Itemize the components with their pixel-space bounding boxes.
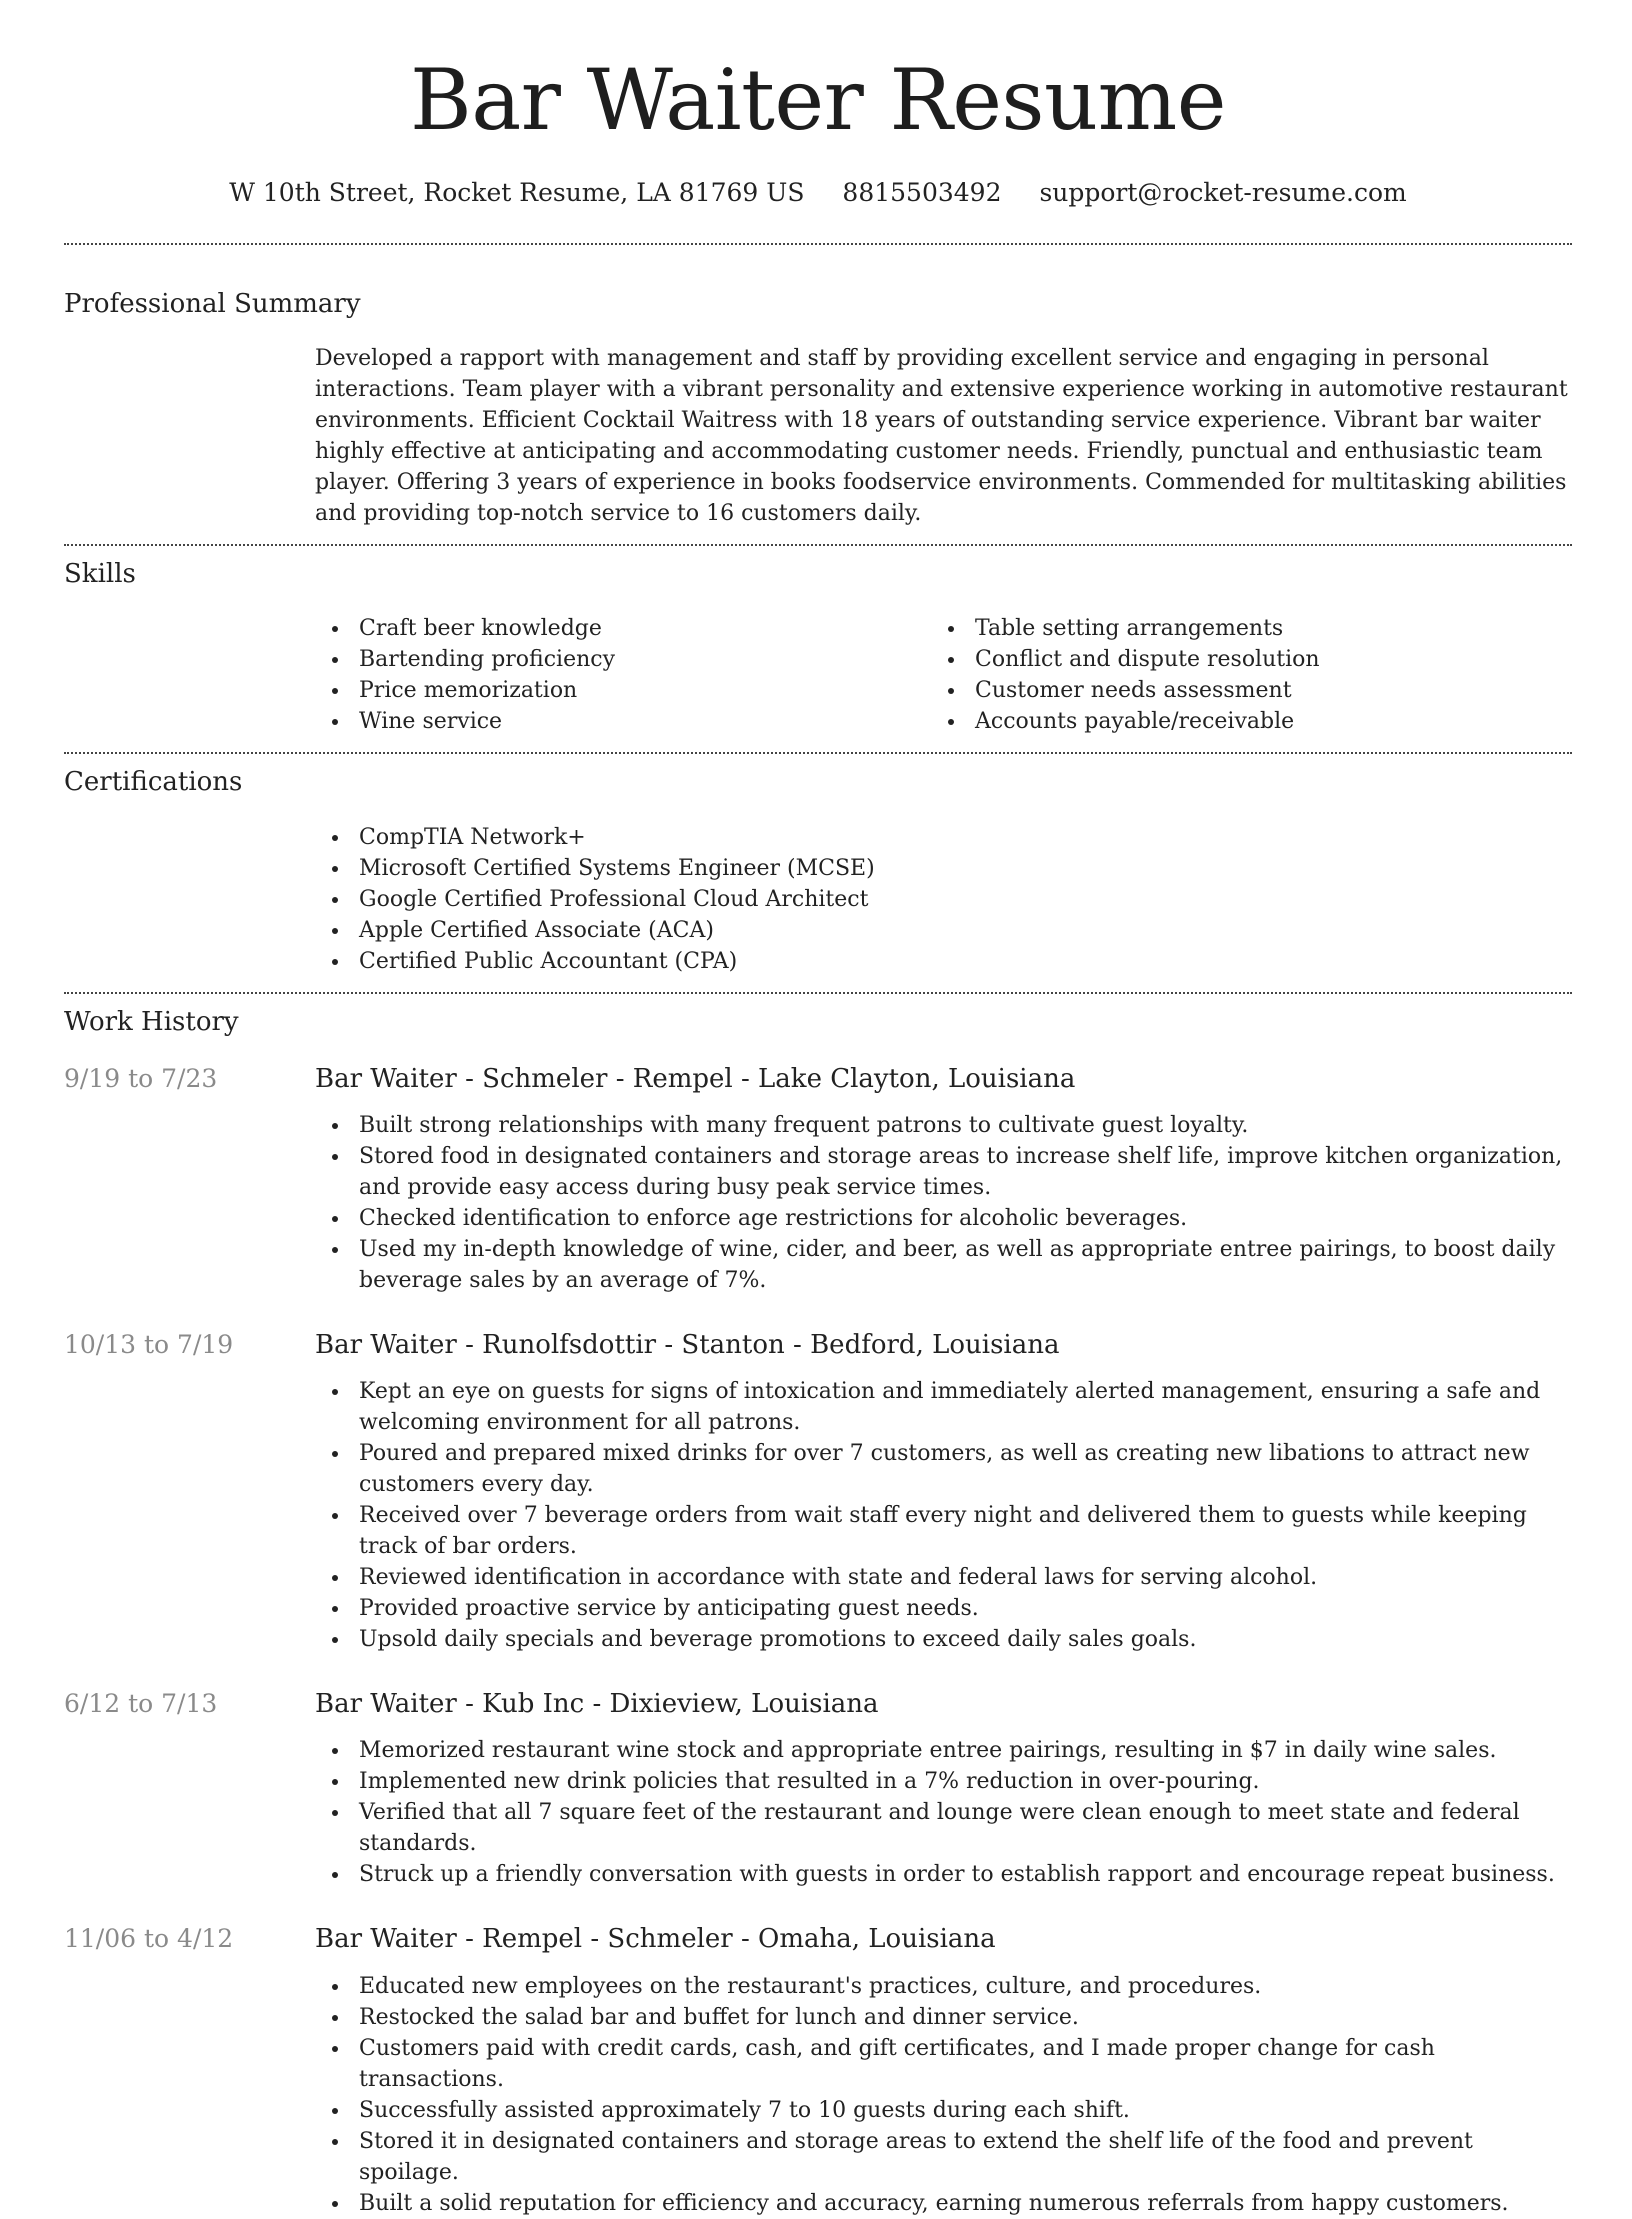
- contact-phone: 8815503492: [842, 178, 1002, 207]
- certification-item: Microsoft Certified Systems Engineer (MCSE): [315, 853, 1572, 884]
- skill-item: Craft beer knowledge: [315, 613, 931, 644]
- job-bullet: Checked identification to enforce age restrictions for alcoholic beverages.: [315, 1203, 1572, 1234]
- job-heading: Bar Waiter - Kub Inc - Dixieview, Louisiana: [315, 1689, 879, 1720]
- job-bullet: Stored food in designated containers and storage areas to increase shelf life, improve kitchen organization, and provide easy access during busy peak service times.: [315, 1141, 1572, 1203]
- job-entry: [64, 1689, 1572, 1890]
- job-details: [315, 1330, 1572, 1655]
- job-bullets: [315, 1376, 1572, 1655]
- job-bullet: Built a solid reputation for efficiency and accuracy, earning numerous referrals from happy customers.: [315, 2188, 1572, 2219]
- job-entry: [64, 1330, 1572, 1655]
- divider: [64, 752, 1572, 754]
- skills-grid: [315, 613, 1572, 737]
- job-heading: Bar Waiter - Schmeler - Rempel - Lake Clayton, Louisiana: [315, 1063, 1076, 1094]
- job-bullet: Customers paid with credit cards, cash, and gift certificates, and I made proper change for cash transactions.: [315, 2033, 1572, 2095]
- job-bullet: Poured and prepared mixed drinks for over 7 customers, as well as creating new libations to attract new customers every day.: [315, 1438, 1572, 1500]
- summary-text: Developed a rapport with management and staff by providing excellent service and engaging in personal interactions. Team player with a vibrant personality and extensive experience working in automotive restaurant environments. Efficient Cocktail Waitress with 18 years of outstanding service experience. Vibrant bar waiter highly effective at anticipating and accommodating customer needs. Friendly, punctual and enthusiastic team player. Offering 3 years of experience in books foodservice environments. Commended for multitasking abilities and providing top-notch service to 16 customers daily.: [315, 346, 1568, 527]
- certification-item: CompTIA Network+: [315, 822, 1572, 853]
- divider: [64, 544, 1572, 546]
- job-dates: 6/12 to 7/13: [64, 1689, 218, 1719]
- skill-item: Accounts payable/receivable: [931, 706, 1547, 737]
- job-entry: [64, 1064, 1572, 1296]
- job-bullet: Used my in-depth knowledge of wine, cider, and beer, as well as appropriate entree pairings, to boost daily beverage sales by an average of 7%.: [315, 1234, 1572, 1296]
- skill-item: Wine service: [315, 706, 931, 737]
- job-bullet: Reviewed identification in accordance with state and federal laws for serving alcohol.: [315, 1562, 1572, 1593]
- job-details: [315, 1689, 1572, 1890]
- job-details: [315, 1924, 1572, 2218]
- certification-item: Apple Certified Associate (ACA): [315, 915, 1572, 946]
- certifications-list: [315, 822, 1572, 977]
- contact-line: [64, 178, 1572, 207]
- contact-email: support@rocket-resume.com: [1039, 178, 1407, 207]
- section-title-summary: Professional Summary: [64, 289, 361, 319]
- resume-title: Bar Waiter Resume: [410, 51, 1226, 149]
- job-dates: 10/13 to 7/19: [64, 1329, 234, 1359]
- job-heading: Bar Waiter - Rempel - Schmeler - Omaha, Louisiana: [315, 1924, 996, 1955]
- skills-list-right: [931, 613, 1547, 737]
- job-bullet: Implemented new drink policies that resulted in a 7% reduction in over-pouring.: [315, 1766, 1572, 1797]
- job-bullet: Stored it in designated containers and storage areas to extend the shelf life of the food and prevent spoilage.: [315, 2126, 1572, 2188]
- job-dates: 9/19 to 7/23: [64, 1063, 218, 1093]
- job-bullet: Verified that all 7 square feet of the restaurant and lounge were clean enough to meet state and federal standards.: [315, 1797, 1572, 1859]
- job-bullet: Restocked the salad bar and buffet for lunch and dinner service.: [315, 2002, 1572, 2033]
- skill-item: Customer needs assessment: [931, 675, 1547, 706]
- job-bullet: Successfully assisted approximately 7 to 10 guests during each shift.: [315, 2095, 1572, 2126]
- job-entry: [64, 1924, 1572, 2218]
- contact-address: W 10th Street, Rocket Resume, LA 81769 US: [229, 178, 805, 207]
- job-dates: 11/06 to 4/12: [64, 1924, 234, 1954]
- skill-item: Table setting arrangements: [931, 613, 1547, 644]
- job-bullet: Memorized restaurant wine stock and appropriate entree pairings, resulting in $7 in daily wine sales.: [315, 1735, 1572, 1766]
- divider: [64, 243, 1572, 245]
- skills-list-left: [315, 613, 931, 737]
- skill-item: Conflict and dispute resolution: [931, 644, 1547, 675]
- job-bullet: Built strong relationships with many frequent patrons to cultivate guest loyalty.: [315, 1110, 1572, 1141]
- skill-item: Price memorization: [315, 675, 931, 706]
- job-bullet: Educated new employees on the restaurant's practices, culture, and procedures.: [315, 1971, 1572, 2002]
- job-bullet: Upsold daily specials and beverage promotions to exceed daily sales goals.: [315, 1624, 1572, 1655]
- job-bullet: Provided proactive service by anticipating guest needs.: [315, 1593, 1572, 1624]
- job-bullets: [315, 1971, 1572, 2219]
- job-bullet: Struck up a friendly conversation with guests in order to establish rapport and encourage repeat business.: [315, 1859, 1572, 1890]
- job-bullets: [315, 1110, 1572, 1296]
- certification-item: Google Certified Professional Cloud Architect: [315, 884, 1572, 915]
- job-bullets: [315, 1735, 1572, 1890]
- section-title-skills: Skills: [64, 559, 136, 590]
- job-bullet: Received over 7 beverage orders from wait staff every night and delivered them to guests while keeping track of bar orders.: [315, 1500, 1572, 1562]
- section-title-work-history: Work History: [64, 1006, 239, 1037]
- job-details: [315, 1064, 1572, 1296]
- job-heading: Bar Waiter - Runolfsdottir - Stanton - Bedford, Louisiana: [315, 1329, 1060, 1360]
- section-title-certifications: Certifications: [64, 767, 243, 798]
- divider: [64, 992, 1572, 994]
- resume-page: [64, 0, 1572, 2219]
- skill-item: Bartending proficiency: [315, 644, 931, 675]
- certification-item: Certified Public Accountant (CPA): [315, 946, 1572, 977]
- job-bullet: Kept an eye on guests for signs of intoxication and immediately alerted management, ensuring a safe and welcoming environment for all patrons.: [315, 1376, 1572, 1438]
